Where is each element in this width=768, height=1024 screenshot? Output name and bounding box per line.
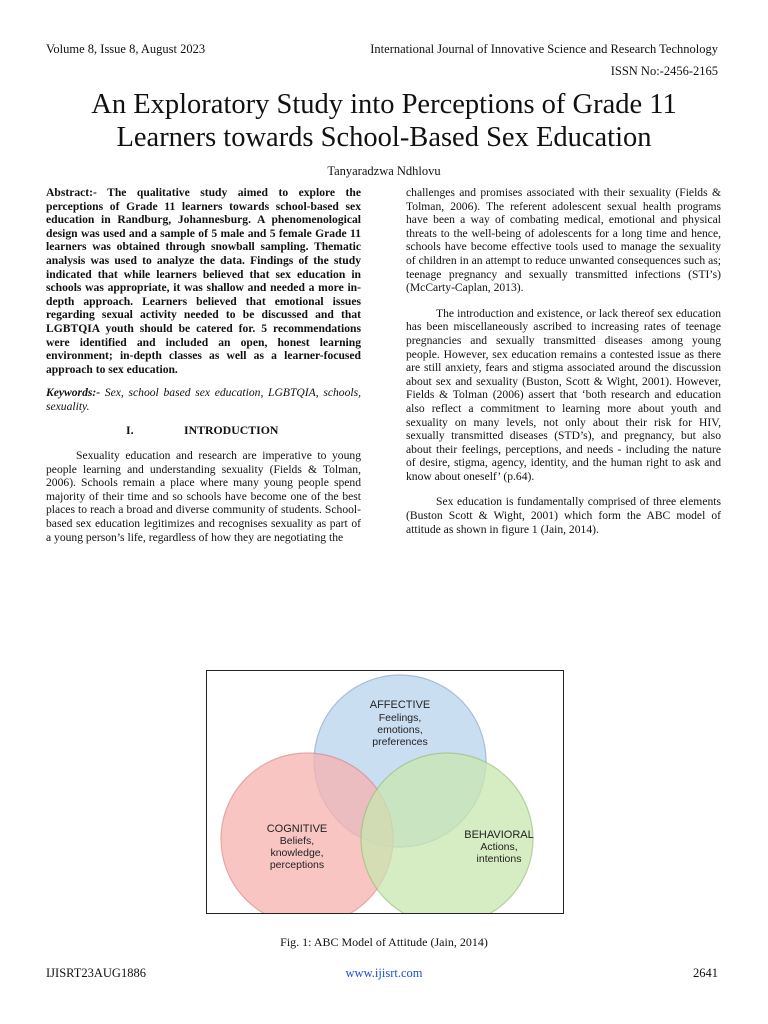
keywords bbox=[46, 386, 361, 413]
abstract-label: Abstract:- bbox=[46, 186, 97, 199]
affective-title: AFFECTIVE bbox=[369, 699, 431, 711]
intro-paragraph-3: Sex education is fundamentally comprised of three elements (Buston Scott & Wight, 2001) which form the ABC model of attitude as shown in figure 1 (Jain, 2014). bbox=[406, 495, 721, 536]
affective-line-1: Feelings, bbox=[378, 712, 422, 724]
section-title: INTRODUCTION bbox=[184, 422, 279, 437]
behavioral-line-2: intentions bbox=[476, 853, 522, 865]
affective-line-3: preferences bbox=[372, 736, 428, 748]
cognitive-title: COGNITIVE bbox=[266, 823, 328, 835]
section-heading bbox=[46, 424, 361, 438]
title-line-2: Learners towards School-Based Sex Education bbox=[116, 122, 652, 153]
volume-info: Volume 8, Issue 8, August 2023 bbox=[46, 42, 206, 56]
right-column bbox=[406, 186, 721, 536]
cognitive-line-1: Beliefs, bbox=[279, 835, 315, 847]
page-number: 2641 bbox=[693, 966, 718, 980]
affective-line-2: emotions, bbox=[377, 724, 423, 736]
cognitive-line-2: knowledge, bbox=[270, 847, 324, 859]
website-link[interactable]: www.ijisrt.com bbox=[345, 966, 423, 980]
behavioral-line-1: Actions, bbox=[480, 841, 518, 853]
title-line-1: An Exploratory Study into Perceptions of Grade 11 bbox=[91, 89, 677, 120]
journal-name: International Journal of Innovative Science and Research Technology bbox=[370, 42, 718, 56]
paper-id: IJISRT23AUG1886 bbox=[46, 966, 146, 980]
abstract-text: The qualitative study aimed to explore the perceptions of Grade 11 learners towards school-based sex education in Randburg, Johannesburg. A phenomenological design was used and a sample of 5 male and 5 female Grade 11 learners was obtained through snowball sampling. Thematic analysis was used to analyze the data. Findings of the study indicated that while learners believed that sex education in schools was appropriate, it was shallow and needed a more in-depth approach. Learners believed that emotional issues regarding sexual activity needed to be discussed and that LGBTQIA youth should be catered for. 5 recommendations were identified and included an open, honest learning environment; in-depth classes as well as a learner-focused approach to sex education. bbox=[46, 186, 361, 376]
section-number: I. bbox=[126, 422, 134, 437]
intro-paragraph-1-continued: challenges and promises associated with their sexuality (Fields & Tolman, 2006). The referent adolescent sexual health programs have been a way of combating medical, emotional and physical threats to the well-being of adolescents for a long time and hence, schools have become effective tools used to manage the sexuality of children in an attempt to reduce unwanted consequences such as; teenage pregnancy and sexually transmitted infections (STI’s) (McCarty-Caplan, 2013). bbox=[406, 186, 721, 295]
issn: ISSN No:-2456-2165 bbox=[610, 64, 718, 78]
keywords-label: Keywords:- bbox=[46, 386, 101, 400]
cognitive-line-3: perceptions bbox=[269, 859, 325, 871]
behavioral-title: BEHAVIORAL bbox=[464, 829, 534, 841]
author: Tanyaradzwa Ndhlovu bbox=[327, 164, 441, 178]
left-column bbox=[46, 186, 361, 544]
intro-paragraph-1: Sexuality education and research are imperative to young people learning and understanding sexuality (Fields & Tolman, 2006). Schools remain a place where many young people spend majority of their time and so schools have become one of the best places to reach a broad and diverse community of students. School-based sex education legitimizes and recognises sexuality as part of a young person’s life, regardless of how they are negotiating the bbox=[46, 449, 361, 544]
abc-model-figure bbox=[206, 670, 564, 914]
intro-paragraph-2: The introduction and existence, or lack thereof sex education has been miscellaneously ascribed to increasing rates of teenage pregnancies and sexually transmitted diseases among young people. However, sex education remains a contested issue as there are still anxiety, fears and stigma associated around the discussion about sex and sexuality (Buston, Scott & Wight, 2001). However, Fields & Tolman (2006) assert that ‘both research and education also reflect a commitment to learning more about youth and sexuality on many levels, not only about their risk for HIV, sexually transmitted diseases (STD’s), and pregnancy, but also about their feelings, perceptions, and needs - including the nature of desire, stigma, agency, identity, and the human right to ask and know about oneself’ (p.64). bbox=[406, 306, 721, 483]
abstract bbox=[46, 186, 361, 376]
keywords-text: Sex, school based sex education, LGBTQIA, schools, sexuality. bbox=[46, 386, 361, 413]
figure-caption: Fig. 1: ABC Model of Attitude (Jain, 2014) bbox=[280, 935, 488, 949]
venn-diagram bbox=[207, 671, 563, 913]
paper-title bbox=[0, 88, 768, 154]
